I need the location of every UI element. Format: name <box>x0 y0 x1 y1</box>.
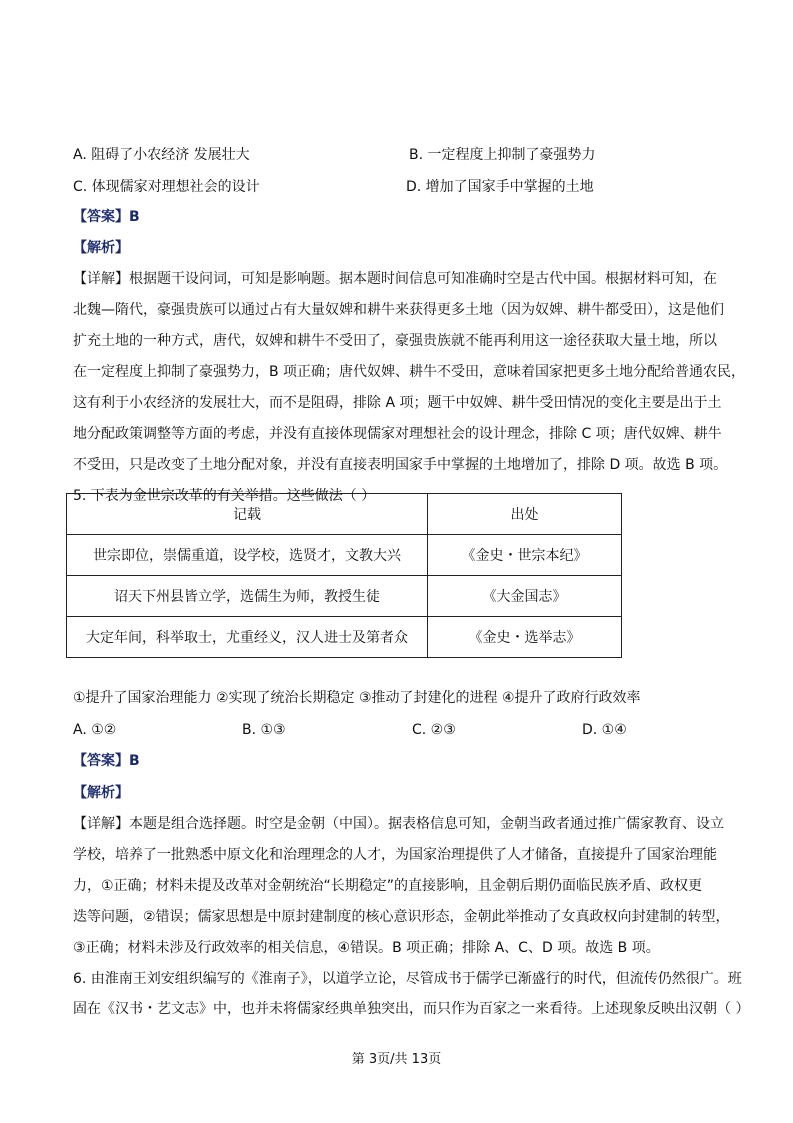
q4-detail-line: 在一定程度上抑制了豪强势力，B 项正确；唐代奴婢、耕牛不受田，意味着国家把更多土地分配给普通农民， <box>73 364 746 380</box>
q4-detail-line: 北魏—隋代，豪强贵族可以通过占有大量奴婢和耕牛来获得更多土地（因为奴婢、耕牛都受田），这是他们 <box>73 302 724 318</box>
table-row <box>67 617 622 658</box>
q6-stem-line: 固在《汉书・艺文志》中，也并未将儒家经典单独突出，而只作为百家之一来看待。上述现象反映出汉朝（ ） <box>73 1001 750 1017</box>
q6-stem-line: 6. 由淮南王刘安组织编写的《淮南子》，以道学立论，尽管成书于儒学已渐盛行的时代，但流传仍然很广。班 <box>73 971 742 987</box>
q5-detail-line: 学校，培养了一批熟悉中原文化和治理理念的人才，为国家治理提供了人才储备，直接提升了国家治理能 <box>73 847 717 863</box>
q4-detail-line: 【详解】根据题干设问词，可知是影响题。据本题时间信息可知准确时空是古代中国。根据材料可知，在 <box>73 271 717 287</box>
q5-option-c: C. ②③ <box>412 722 456 738</box>
q5-stem: 5. 下表为金世宗改革的有关举措。这些做法（ ） <box>73 488 376 504</box>
table-header-record: 记载 <box>67 494 428 535</box>
q4-detail-line: 不受田，只是改变了土地分配对象，并没有直接表明国家手中掌握的土地增加了，排除 D 项。故选 B 项。 <box>73 457 728 473</box>
table-header-row <box>67 494 622 535</box>
table-row <box>67 576 622 617</box>
table-header-source: 出处 <box>428 494 622 535</box>
q4-option-a: A. 阻碍了小农经济 发展壮大 <box>73 147 250 163</box>
table-cell: 《金史・选举志》 <box>428 617 622 658</box>
q5-option-b: B. ①③ <box>242 722 286 738</box>
q4-detail-line: 这有利于小农经济的发展壮大，而不是阻碍，排除 A 项；题干中奴婢、耕牛受田情况的变化主要是出于土 <box>73 395 722 411</box>
table-cell: 世宗即位，崇儒重道，设学校，选贤才，文教大兴 <box>67 535 428 576</box>
q5-detail-line: 【详解】本题是组合选择题。时空是金朝（中国）。据表格信息可知，金朝当政者通过推广儒家教育、设立 <box>73 816 724 832</box>
q5-detail-line: 迭等问题，②错误；儒家思想是中原封建制度的核心意识形态，金朝此举推动了女真政权向封建制的转型， <box>73 909 730 925</box>
q5-items: ①提升了国家治理能力 ②实现了统治长期稳定 ③推动了封建化的进程 ④提升了政府行政效率 <box>73 690 641 706</box>
q5-answer: 【答案】B <box>73 753 140 769</box>
table-cell: 《大金国志》 <box>428 576 622 617</box>
table-cell: 诏天下州县皆立学，选儒生为师，教授生徒 <box>67 576 428 617</box>
q5-table <box>66 493 622 658</box>
q4-detail-line: 地分配政策调整等方面的考虑，并没有直接体现儒家对理想社会的设计理念，排除 C 项；唐代奴婢、耕牛 <box>73 426 722 442</box>
page-footer: 第 3页/共 13页 <box>351 1052 442 1067</box>
q4-option-d: D. 增加了国家手中掌握的土地 <box>406 179 594 195</box>
q5-analysis-label: 【解析】 <box>73 785 129 801</box>
q5-detail-line: ③正确；材料未涉及行政效率的相关信息，④错误。B 项正确；排除 A、C、D 项。故选 B 项。 <box>73 940 660 956</box>
q4-option-c: C. 体现儒家对理想社会的设计 <box>73 179 260 195</box>
table-cell: 大定年间，科举取士，尤重经义，汉人进士及第者众 <box>67 617 428 658</box>
q5-option-a: A. ①② <box>73 722 117 738</box>
q5-option-d: D. ①④ <box>582 722 627 738</box>
q4-answer: 【答案】B <box>73 209 140 225</box>
table-cell: 《金史・世宗本纪》 <box>428 535 622 576</box>
q4-option-b: B. 一定程度上抑制了豪强势力 <box>409 147 596 163</box>
q4-analysis-label: 【解析】 <box>73 240 129 256</box>
q4-detail-line: 扩充土地的一种方式，唐代，奴婢和耕牛不受田了，豪强贵族就不能再利用这一途径获取大量土地，所以 <box>73 333 717 349</box>
table-row <box>67 535 622 576</box>
q5-detail-line: 力，①正确；材料未提及改革对金朝统治“长期稳定”的直接影响，且金朝后期仍面临民族矛盾、政权更 <box>73 878 703 894</box>
